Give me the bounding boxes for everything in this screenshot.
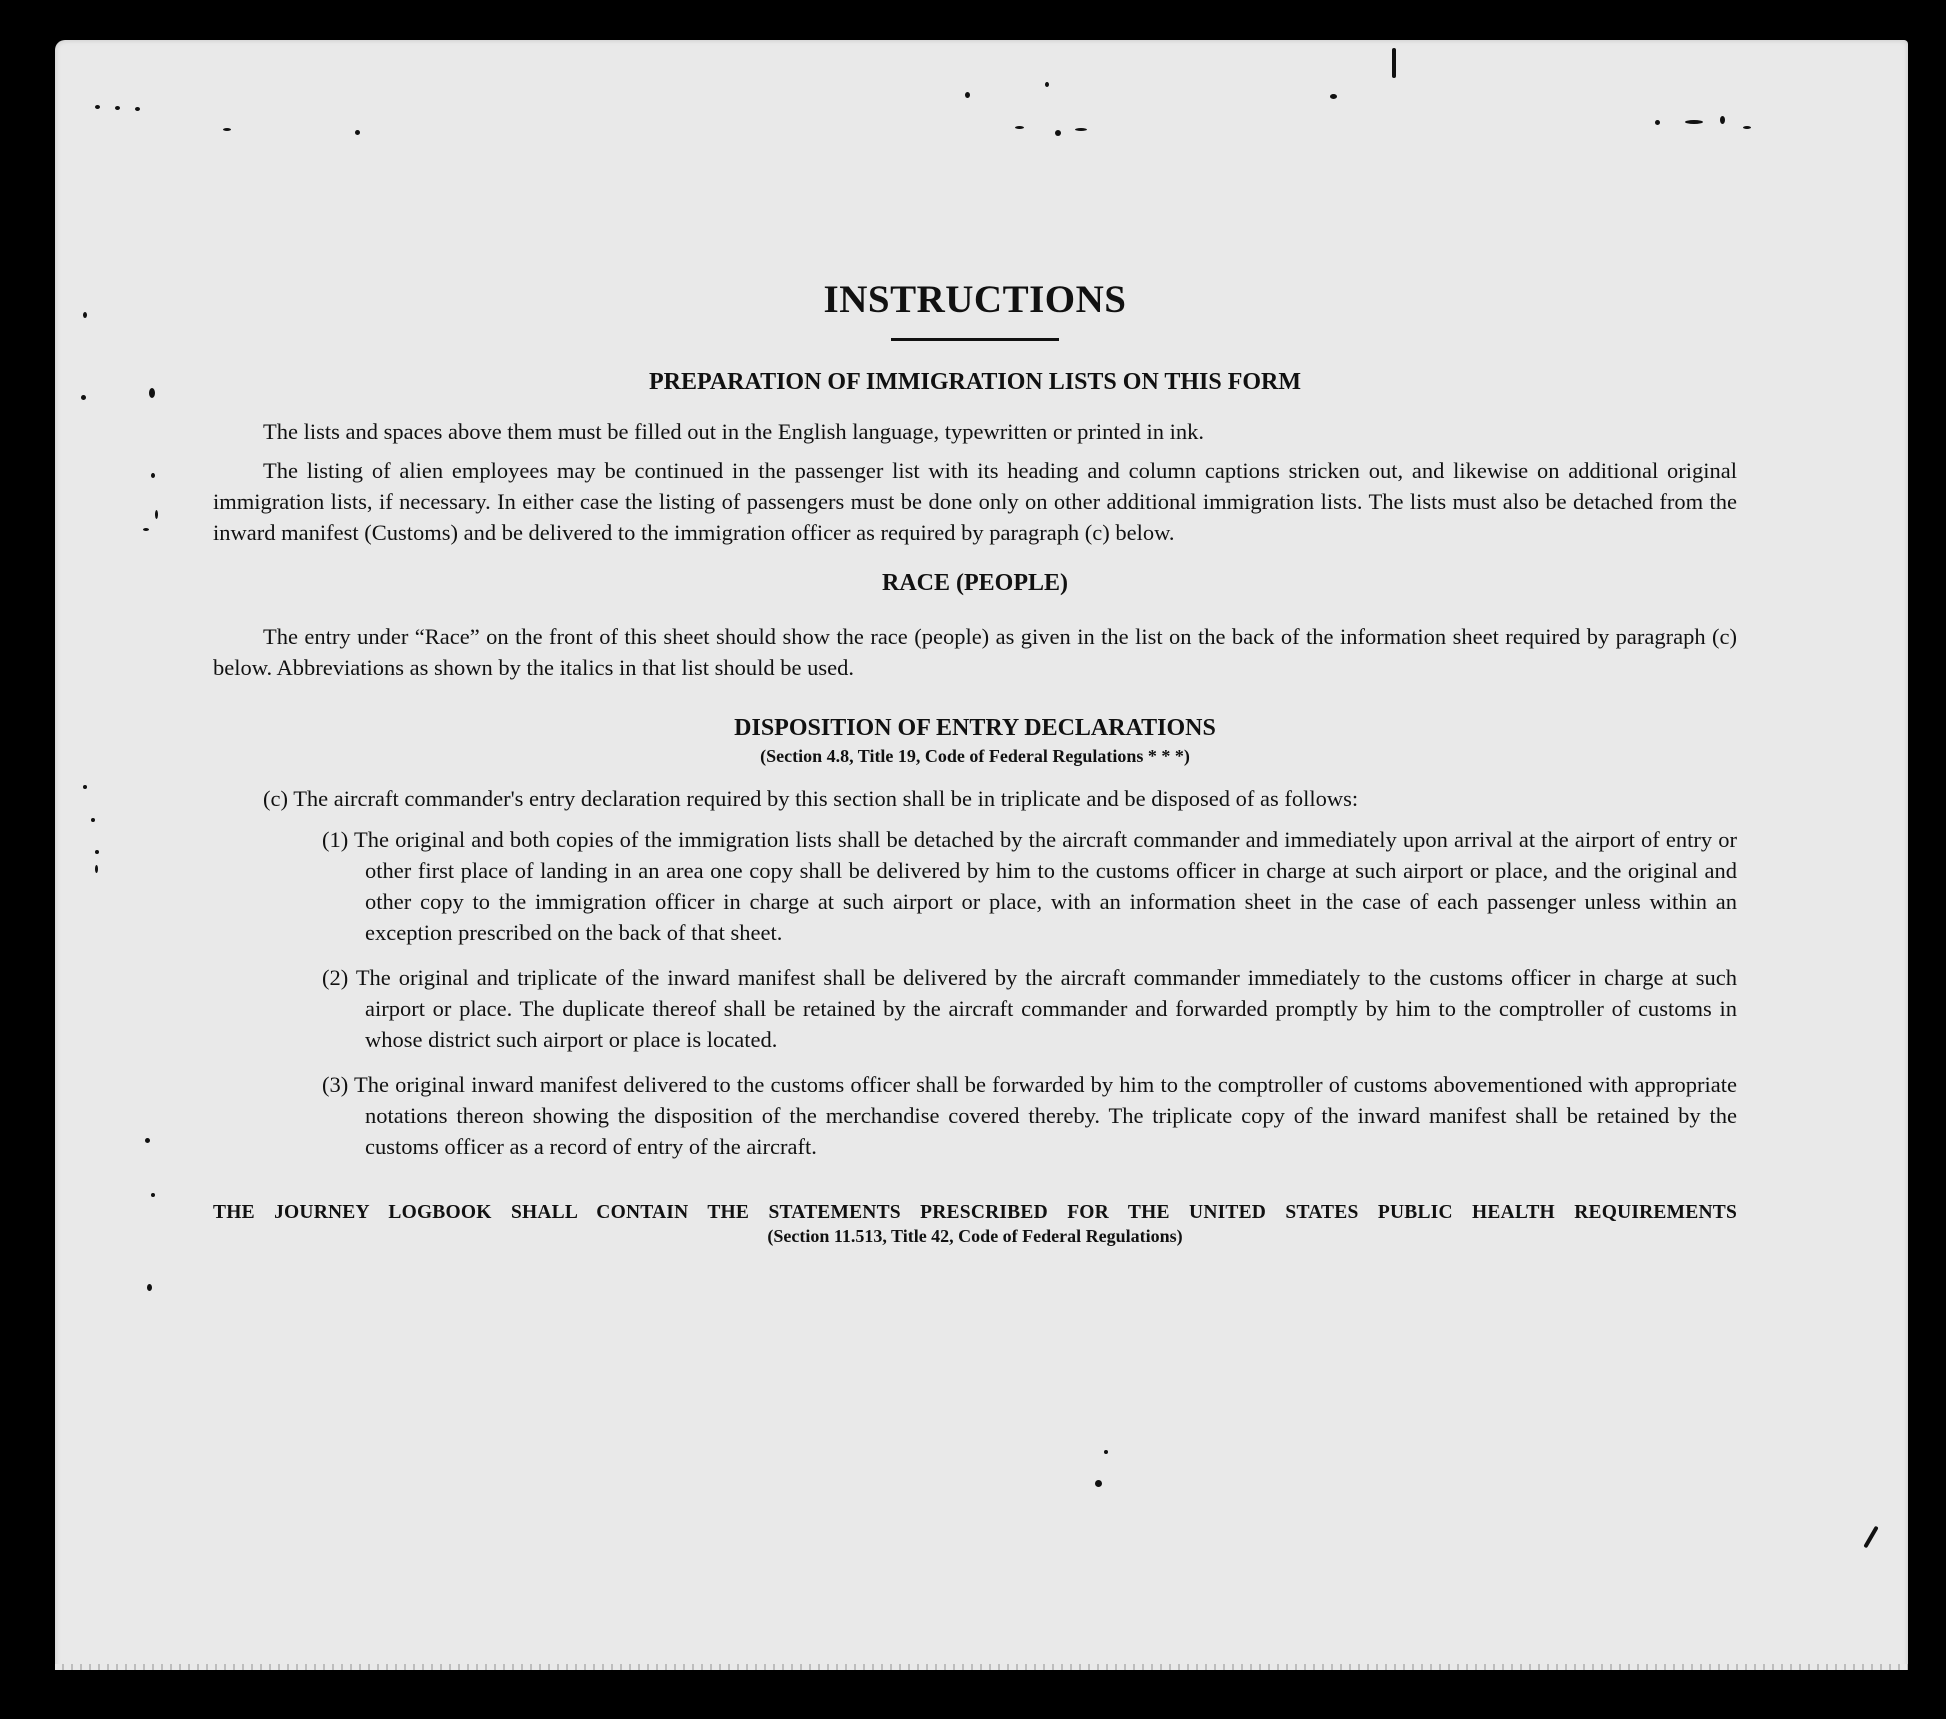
- document-title: INSTRUCTIONS: [823, 278, 1127, 321]
- section-heading-disposition: DISPOSITION OF ENTRY DECLARATIONS: [734, 715, 1216, 741]
- list-item-1: (1) The original and both copies of the immigration lists shall be detached by the aircraft commander and immediately upon arrival at the airport of entry or other first place of landing in an area one copy shall be delivered by him to the customs officer in charge at such airport or place, and the original and other copy to the immigration officer in charge at such airport or place, with an information sheet in the case of each passenger unless within an exception prescribed on the back of that sheet.: [322, 827, 1737, 945]
- speck-mark: [151, 1193, 155, 1197]
- speck-mark: [355, 130, 360, 135]
- speck-mark: [135, 107, 140, 111]
- speck-mark: [1015, 126, 1024, 129]
- footer-heading: THE JOURNEY LOGBOOK SHALL CONTAIN THE STATEMENTS PRESCRIBED FOR THE UNITED STATES PUBLIC HEALTH REQUIREMENTS: [213, 1202, 1737, 1223]
- title-underline: [891, 338, 1059, 341]
- speck-mark: [95, 105, 100, 109]
- speck-mark: [145, 1138, 150, 1143]
- paragraph-race-entry: The entry under “Race” on the front of this sheet should show the race (people) as given in the list on the back of the information sheet required by paragraph (c) below. Abbreviations as shown by the italics in that list should be used.: [213, 624, 1737, 680]
- speck-mark: [1685, 120, 1703, 124]
- speck-mark: [147, 1284, 152, 1291]
- speck-mark: [143, 528, 149, 531]
- paragraph-c-intro: (c) The aircraft commander's entry declaration required by this section shall be in triplicate and be disposed of as follows:: [263, 786, 1359, 811]
- speck-mark: [115, 106, 120, 110]
- list-item-3: (3) The original inward manifest delivered to the customs officer shall be forwarded by him to the comptroller of customs abovementioned with appropriate notations thereon showing the disposition of the merchandise covered thereby. The triplicate copy of the inward manifest shall be retained by the customs officer as a record of entry of the aircraft.: [322, 1072, 1737, 1159]
- speck-mark: [83, 785, 87, 789]
- speck-mark: [155, 510, 158, 519]
- section-heading-preparation: PREPARATION OF IMMIGRATION LISTS ON THIS FORM: [648, 369, 1302, 395]
- document-body: [213, 270, 1737, 1247]
- speck-mark: [1743, 126, 1751, 129]
- speck-mark: [1655, 120, 1660, 125]
- speck-mark: [1095, 1480, 1102, 1487]
- speck-mark: [1104, 1450, 1108, 1454]
- speck-mark: [1075, 128, 1087, 131]
- speck-mark: [965, 92, 970, 98]
- footer-citation: (Section 11.513, Title 42, Code of Federal Regulations): [767, 1226, 1183, 1246]
- paragraph-alien-employees: The listing of alien employees may be continued in the passenger list with its heading and column captions stricken out, and likewise on additional original immigration lists, if necessary. In either case the listing of passengers must be done only on other additional immigration lists. The lists must also be detached from the inward manifest (Customs) and be delivered to the immigration officer as required by paragraph (c) below.: [213, 458, 1737, 545]
- section-heading-race: RACE (PEOPLE): [882, 570, 1068, 596]
- speck-mark: [91, 818, 95, 822]
- speck-mark: [223, 128, 231, 131]
- list-item-2: (2) The original and triplicate of the inward manifest shall be delivered by the aircraft commander immediately to the customs officer in charge at such airport or place. The duplicate thereof shall be retained by the aircraft commander and forwarded promptly by him to the comptroller of customs in whose district such airport or place is located.: [322, 965, 1737, 1052]
- speck-mark: [95, 865, 98, 873]
- section-citation: (Section 4.8, Title 19, Code of Federal Regulations * * *): [760, 746, 1190, 766]
- speck-mark: [1720, 116, 1725, 124]
- speck-mark: [1392, 48, 1396, 78]
- speck-mark: [1045, 82, 1049, 87]
- speck-mark: [95, 850, 99, 854]
- speck-mark: [151, 473, 155, 478]
- speck-mark: [149, 388, 155, 398]
- speck-mark: [1330, 94, 1337, 99]
- speck-mark: [81, 395, 86, 400]
- speck-mark: [1055, 130, 1061, 136]
- paragraph-language: The lists and spaces above them must be filled out in the English language, typewritten or printed in ink.: [263, 419, 1205, 444]
- speck-mark: [1863, 1526, 1878, 1549]
- speck-mark: [83, 312, 87, 318]
